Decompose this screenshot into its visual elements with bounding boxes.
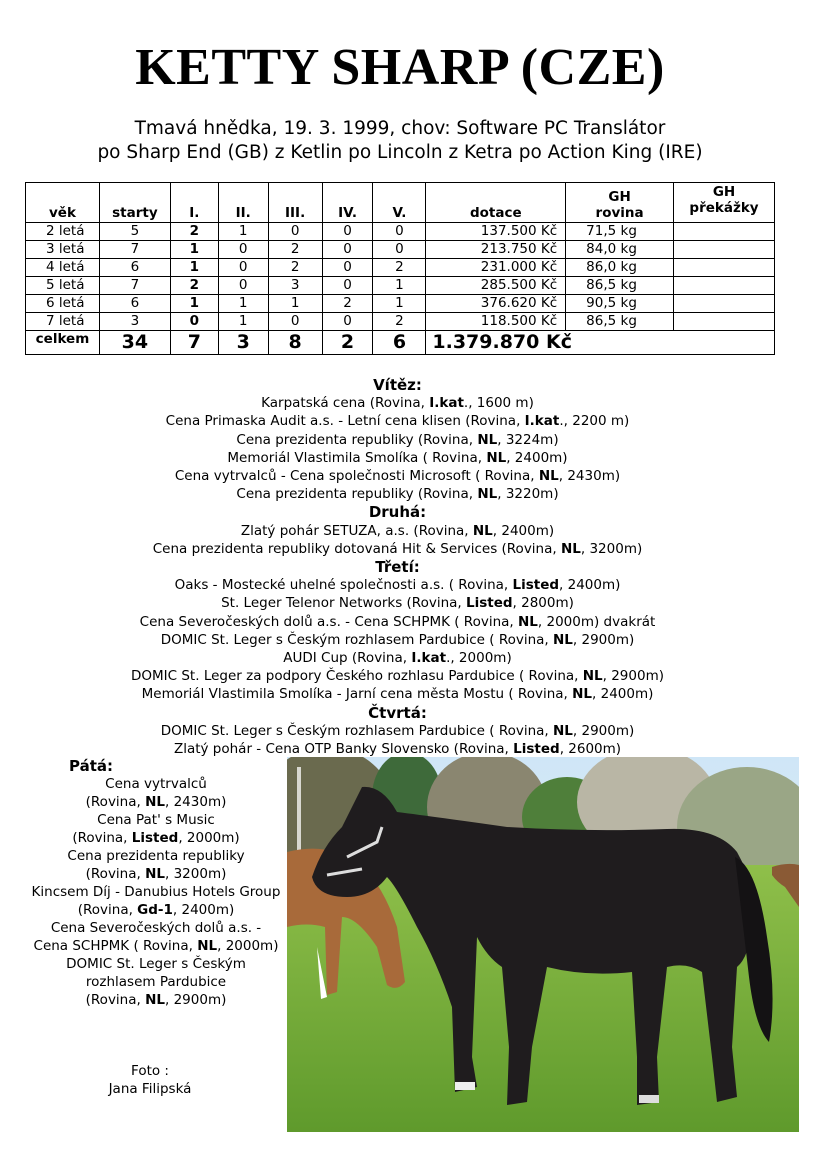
cell-p4: 0 — [322, 223, 373, 241]
result-line — [20, 793, 292, 811]
horse-photo-image — [287, 757, 799, 1132]
result-text: , 3220m) — [497, 486, 559, 503]
result-line — [0, 685, 795, 703]
total-label: celkem — [26, 331, 100, 355]
cell-vek: 5 letá — [26, 277, 100, 295]
result-text: , 2400m) — [172, 902, 235, 918]
total-p5: 6 — [373, 331, 426, 355]
horse-description: Tmavá hnědka, 19. 3. 1999, chov: Software PC Translátor — [134, 118, 666, 139]
result-line — [20, 991, 292, 1009]
cell-p1: 1 — [170, 295, 218, 313]
result-text: , 2430m) — [558, 468, 621, 485]
result-text: (Rovina, — [72, 830, 132, 846]
race-category: I.kat — [524, 413, 560, 430]
cell-p3: 1 — [268, 295, 322, 313]
cell-dotace: 231.000 Kč — [426, 259, 566, 277]
result-text: , 3200m) — [165, 866, 227, 882]
race-category: NL — [486, 449, 507, 466]
result-line — [20, 883, 292, 901]
race-category: NL — [518, 613, 538, 630]
result-text: Cena Severočeských dolů a.s. - Cena SCHPMK ( Rovina, — [139, 613, 518, 630]
result-text: , 2900m) — [165, 992, 227, 1008]
race-category: NL — [553, 631, 573, 648]
cell-p1: 1 — [170, 241, 218, 259]
cell-p5: 2 — [373, 313, 426, 331]
result-text: Memoriál Vlastimila Smolíka - Jarní cena města Mostu ( Rovina, — [141, 686, 573, 703]
horse-name-title: KETTY SHARP (CZE) — [135, 39, 665, 96]
race-category: NL — [560, 540, 581, 557]
result-text: , 2900m) — [572, 722, 635, 739]
section-heading-pata: Pátá: — [68, 757, 113, 775]
cell-p2: 1 — [218, 295, 268, 313]
result-line — [0, 394, 795, 412]
cell-gh-rovina: 71,5 kg — [566, 223, 674, 241]
cell-p5: 1 — [373, 277, 426, 295]
result-text: Kincsem Díj - Danubius Hotels Group — [31, 884, 281, 900]
result-line — [0, 540, 795, 558]
race-category: Listed — [465, 595, 513, 612]
result-line — [20, 847, 292, 865]
cell-starty: 5 — [99, 223, 170, 241]
cell-p3: 0 — [268, 223, 322, 241]
result-line — [0, 467, 795, 485]
section-heading-vitez: Vítěz: — [373, 376, 422, 394]
result-text: Karpatská cena (Rovina, — [261, 395, 430, 412]
cell-gh-prekazky — [674, 241, 775, 259]
result-text: (Rovina, — [85, 866, 146, 882]
result-text: , 2800m) — [512, 595, 574, 612]
result-line — [20, 973, 292, 991]
result-text: (Rovina, — [77, 902, 138, 918]
col-header-dotace: dotace — [426, 183, 566, 223]
result-text: , 2000m) — [217, 938, 279, 954]
result-text: AUDI Cup (Rovina, — [283, 650, 412, 667]
cell-p3: 2 — [268, 241, 322, 259]
total-p4: 2 — [322, 331, 373, 355]
section-heading-ctvrta: Čtvrtá: — [368, 703, 427, 722]
result-line — [0, 485, 795, 503]
cell-starty: 6 — [99, 259, 170, 277]
section-heading-treti: Třetí: — [375, 558, 420, 577]
result-text: , 2400m) — [592, 686, 654, 703]
result-text: DOMIC St. Leger s Českým — [66, 956, 246, 972]
cell-p1: 1 — [170, 259, 218, 277]
cell-vek: 7 letá — [26, 313, 100, 331]
result-line — [0, 740, 795, 758]
cell-p3: 2 — [268, 259, 322, 277]
race-category: Gd-1 — [137, 902, 173, 918]
horse-photo — [287, 757, 799, 1132]
result-text: Cena Severočeských dolů a.s. - — [50, 920, 262, 936]
race-category: I.kat — [429, 395, 464, 412]
cell-p4: 0 — [322, 277, 373, 295]
col-header-p3: III. — [268, 183, 322, 223]
cell-p2: 0 — [218, 259, 268, 277]
result-line — [20, 937, 292, 955]
race-category: NL — [538, 468, 559, 485]
col-header-p4: IV. — [322, 183, 373, 223]
race-category: NL — [472, 522, 493, 539]
table-row — [26, 259, 775, 277]
cell-p3: 3 — [268, 277, 322, 295]
result-line — [0, 649, 795, 667]
cell-p2: 1 — [218, 313, 268, 331]
cell-p1: 2 — [170, 277, 218, 295]
total-starty: 34 — [99, 331, 170, 355]
result-text: Zlatý pohár SETUZA, a.s. (Rovina, — [240, 522, 473, 539]
result-text: Oaks - Mostecké uhelné společnosti a.s. ( Rovina, — [174, 577, 513, 594]
cell-p5: 0 — [373, 223, 426, 241]
total-p1: 7 — [170, 331, 218, 355]
cell-dotace: 137.500 Kč — [426, 223, 566, 241]
result-text: , 2400m) — [492, 522, 555, 539]
race-category: NL — [477, 431, 498, 448]
cell-p5: 1 — [373, 295, 426, 313]
total-p2: 3 — [218, 331, 268, 355]
table-row — [26, 223, 775, 241]
col-header-p2: II. — [218, 183, 268, 223]
result-line — [20, 811, 292, 829]
cell-dotace: 285.500 Kč — [426, 277, 566, 295]
cell-p2: 0 — [218, 241, 268, 259]
result-text: rozhlasem Pardubice — [85, 974, 227, 990]
race-category: I.kat — [411, 650, 447, 667]
result-text: , 2900m) — [602, 668, 664, 685]
horse-pedigree: po Sharp End (GB) z Ketlin po Lincoln z Ketra po Action King (IRE) — [97, 142, 703, 163]
table-row — [26, 277, 775, 295]
result-text: Cena prezidenta republiky dotovaná Hit & Services (Rovina, — [152, 540, 561, 557]
result-text: Cena vytrvalců - Cena společnosti Microsoft ( Rovina, — [174, 468, 539, 485]
cell-dotace: 376.620 Kč — [426, 295, 566, 313]
race-category: NL — [477, 486, 498, 503]
cell-p4: 0 — [322, 259, 373, 277]
cell-gh-prekazky — [674, 277, 775, 295]
result-text: (Rovina, — [85, 794, 146, 810]
result-text: , 2000m) dvakrát — [537, 613, 656, 630]
cell-p1: 2 — [170, 223, 218, 241]
race-record-table — [25, 182, 775, 355]
result-text: ., 2200 m) — [559, 413, 630, 430]
race-category: NL — [553, 722, 573, 739]
col-header-vek: věk — [26, 183, 100, 223]
cell-p1: 0 — [170, 313, 218, 331]
cell-gh-prekazky — [674, 259, 775, 277]
race-category: NL — [145, 794, 165, 810]
result-text: St. Leger Telenor Networks (Rovina, — [221, 595, 466, 612]
cell-p5: 2 — [373, 259, 426, 277]
result-text: (Rovina, — [85, 992, 146, 1008]
result-text: Cena prezidenta republiky — [67, 848, 245, 864]
photo-credit — [100, 1062, 200, 1098]
race-category: NL — [572, 686, 593, 703]
race-category: Listed — [512, 577, 560, 594]
result-text: Zlatý pohár - Cena OTP Banky Slovensko (Rovina, — [173, 741, 514, 758]
result-text: , 2600m) — [559, 741, 622, 758]
result-text: Cena prezidenta republiky (Rovina, — [236, 486, 478, 503]
result-line — [20, 775, 292, 793]
cell-gh-rovina: 90,5 kg — [566, 295, 674, 313]
result-line — [0, 522, 795, 540]
cell-p2: 0 — [218, 277, 268, 295]
cell-p5: 0 — [373, 241, 426, 259]
race-category: NL — [145, 866, 165, 882]
cell-p4: 2 — [322, 295, 373, 313]
result-text: , 2400m) — [559, 577, 621, 594]
result-text: ., 2000m) — [446, 650, 512, 667]
cell-gh-rovina: 84,0 kg — [566, 241, 674, 259]
result-line — [20, 919, 292, 937]
result-text: Cena SCHPMK ( Rovina, — [33, 938, 198, 954]
cell-p2: 1 — [218, 223, 268, 241]
photo-credit-label: Foto : — [131, 1063, 169, 1079]
result-line — [0, 576, 795, 594]
result-text: , 3224m) — [497, 431, 559, 448]
cell-gh-rovina: 86,5 kg — [566, 277, 674, 295]
cell-starty: 6 — [99, 295, 170, 313]
cell-starty: 7 — [99, 277, 170, 295]
result-line — [0, 722, 795, 740]
result-text: Cena Pat' s Music — [97, 812, 215, 828]
col-header-p5: V. — [373, 183, 426, 223]
cell-vek: 2 letá — [26, 223, 100, 241]
result-line — [0, 613, 795, 631]
result-text: Cena Primaska Audit a.s. - Letní cena klisen (Rovina, — [165, 413, 525, 430]
result-text: , 2900m) — [572, 631, 635, 648]
result-line — [20, 865, 292, 883]
col-header-gh-prekazky: GH překážky — [674, 183, 775, 223]
result-line — [0, 449, 795, 467]
race-category: Listed — [513, 741, 560, 758]
result-text: , 2430m) — [165, 794, 227, 810]
cell-vek: 3 letá — [26, 241, 100, 259]
cell-starty: 3 — [99, 313, 170, 331]
result-line — [0, 594, 795, 612]
cell-gh-rovina: 86,5 kg — [566, 313, 674, 331]
photo-credit-author: Jana Filipská — [108, 1081, 192, 1097]
result-line — [0, 412, 795, 430]
result-text: , 2000m) — [178, 830, 240, 846]
fifth-place-results — [20, 757, 292, 1009]
col-header-gh-rovina: GH rovina — [566, 183, 674, 223]
total-dotace: 1.379.870 Kč — [426, 331, 775, 355]
result-line — [20, 955, 292, 973]
race-results — [0, 376, 795, 758]
cell-gh-rovina: 86,0 kg — [566, 259, 674, 277]
table-header-row — [26, 183, 775, 223]
result-text: Cena vytrvalců — [105, 776, 207, 792]
cell-gh-prekazky — [674, 223, 775, 241]
result-text: DOMIC St. Leger s Českým rozhlasem Pardubice ( Rovina, — [160, 631, 553, 648]
cell-p3: 0 — [268, 313, 322, 331]
table-row — [26, 241, 775, 259]
col-header-p1: I. — [170, 183, 218, 223]
result-text: , 2400m) — [506, 449, 568, 466]
cell-p4: 0 — [322, 313, 373, 331]
total-p3: 8 — [268, 331, 322, 355]
result-line — [0, 631, 795, 649]
cell-gh-prekazky — [674, 295, 775, 313]
result-text: , 3200m) — [580, 540, 643, 557]
cell-vek: 4 letá — [26, 259, 100, 277]
result-text: Cena prezidenta republiky (Rovina, — [236, 431, 478, 448]
cell-vek: 6 letá — [26, 295, 100, 313]
race-category: NL — [145, 992, 165, 1008]
table-total-row — [26, 331, 775, 355]
result-text: Memoriál Vlastimila Smolíka ( Rovina, — [227, 449, 487, 466]
race-category: NL — [197, 938, 218, 954]
table-row — [26, 295, 775, 313]
result-text: DOMIC St. Leger za podpory Českého rozhlasu Pardubice ( Rovina, — [131, 668, 583, 685]
cell-dotace: 118.500 Kč — [426, 313, 566, 331]
cell-p4: 0 — [322, 241, 373, 259]
race-category: Listed — [131, 830, 179, 846]
result-text: ., 1600 m) — [463, 395, 534, 412]
result-line — [20, 829, 292, 847]
table-row — [26, 313, 775, 331]
race-category: NL — [582, 668, 603, 685]
cell-gh-prekazky — [674, 313, 775, 331]
cell-starty: 7 — [99, 241, 170, 259]
result-text: DOMIC St. Leger s Českým rozhlasem Pardubice ( Rovina, — [160, 722, 553, 739]
result-line — [0, 667, 795, 685]
result-line — [0, 431, 795, 449]
result-line — [20, 901, 292, 919]
section-heading-druha: Druhá: — [368, 503, 427, 522]
cell-dotace: 213.750 Kč — [426, 241, 566, 259]
col-header-starty: starty — [99, 183, 170, 223]
